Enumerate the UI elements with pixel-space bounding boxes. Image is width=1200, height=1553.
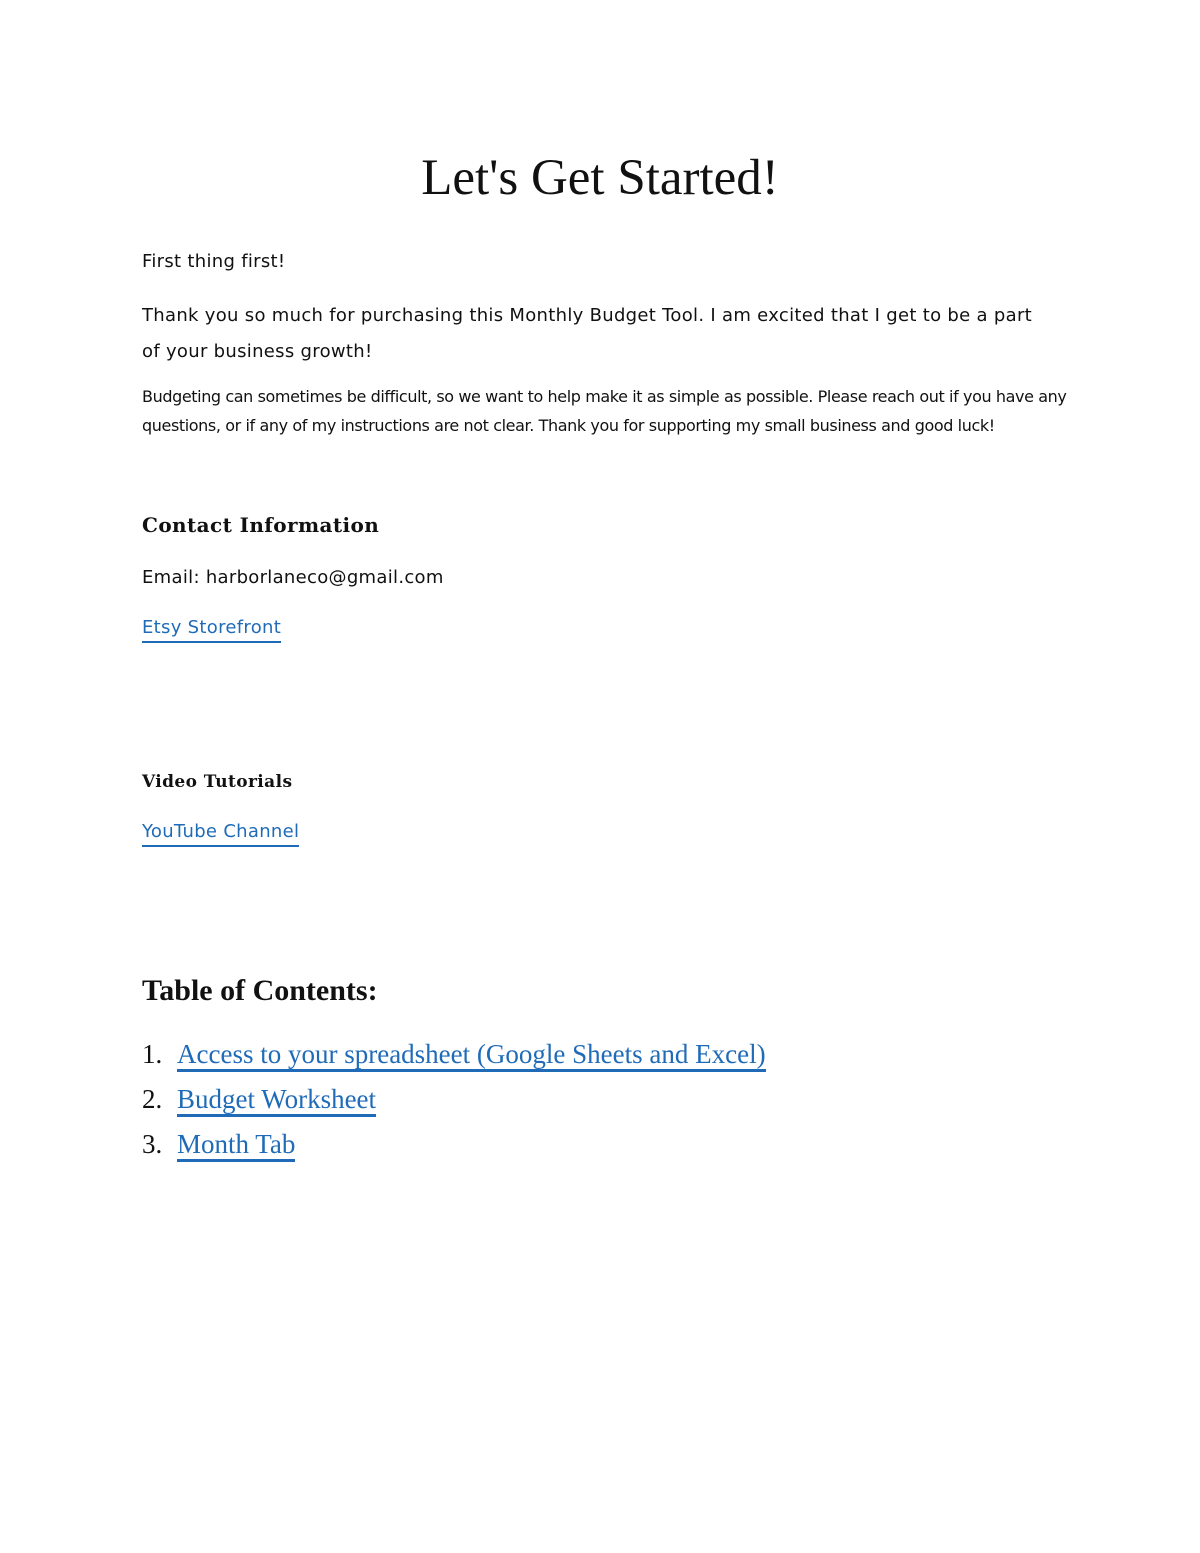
toc-item: [142, 1036, 766, 1081]
toc-heading: Table of Contents:: [142, 974, 378, 1007]
youtube-channel-link[interactable]: YouTube Channel: [142, 820, 299, 847]
toc-link-month-tab[interactable]: Month Tab: [177, 1129, 295, 1162]
toc-item: [142, 1126, 766, 1171]
toc-link-spreadsheet-access[interactable]: Access to your spreadsheet (Google Sheets and Excel): [177, 1039, 766, 1072]
contact-heading: Contact Information: [142, 513, 380, 537]
toc-list: [142, 1036, 766, 1171]
toc-item: [142, 1081, 766, 1126]
video-tutorials-heading: Video Tutorials: [142, 772, 293, 792]
email-line: Email: harborlaneco@gmail.com: [142, 567, 444, 588]
toc-item-number: 3.: [142, 1129, 163, 1159]
page-title: Let's Get Started!: [421, 150, 779, 206]
toc-item-number: 2.: [142, 1084, 163, 1114]
toc-item-number: 1.: [142, 1039, 163, 1069]
intro-heading: First thing first!: [142, 251, 286, 272]
toc-link-budget-worksheet[interactable]: Budget Worksheet: [177, 1084, 376, 1117]
budget-paragraph: Budgeting can sometimes be difficult, so we want to help make it as simple as possible. Please reach out if you have any questions, or if any of my instructions are not clear. Thank you for supporting my small business and good luck!: [142, 387, 1067, 435]
etsy-storefront-link[interactable]: Etsy Storefront: [142, 616, 281, 643]
intro-paragraph: Thank you so much for purchasing this Monthly Budget Tool. I am excited that I get to be a part of your business growth!: [142, 305, 1033, 362]
